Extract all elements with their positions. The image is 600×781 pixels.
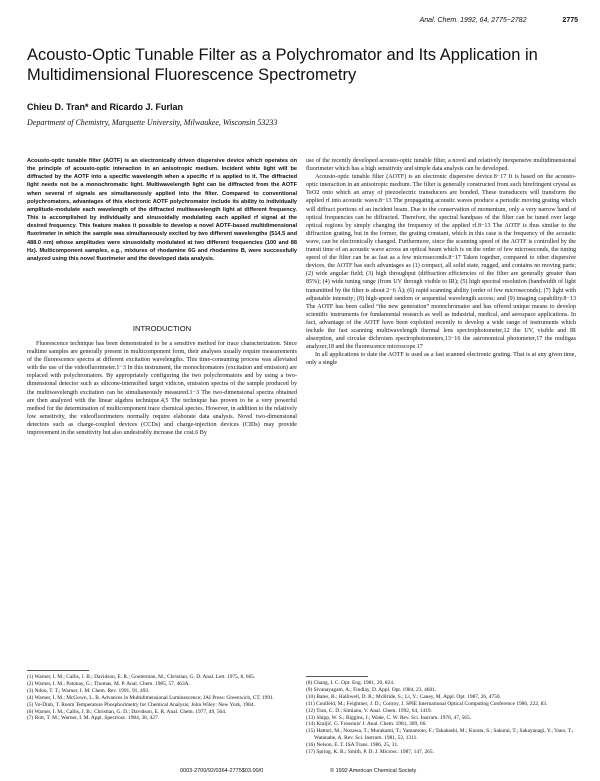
reference: (17) Spring, K. R.; Smith, P. D. J. Microsc. 1987, 147, 265.: [306, 749, 434, 756]
journal-citation: Anal. Chem. 1992, 64, 2775−2782: [419, 17, 527, 24]
footnote-rule: [306, 676, 368, 677]
introduction-body: [27, 340, 297, 437]
reference: (11) Coulfeld, M.; Feightner, J. D.; Conroy, J. SPIE International Optical Computing Conference 1986, 222, 83.: [306, 700, 548, 707]
reference: (13) Shipp, W. S.; Biggins, J.; Wade, C. W. Rev. Sci. Instrum. 1976, 47, 565.: [306, 714, 472, 721]
section-heading: INTRODUCTION: [132, 324, 192, 333]
reference: (12) Tran, C. D.; Simianu, V. Anal. Chem. 1992, 64, 1419.: [306, 707, 432, 714]
page-number: 2775: [562, 17, 578, 24]
reference: (2) Warner, I. M.; Patonay, G.; Thomas, M. P. Anal. Chem. 1985, 57, 463A.: [27, 680, 190, 687]
reference: (9) Sivanayagam, A.; Findlay, D. Appl. Opt. 1984, 23, 4601.: [306, 686, 437, 693]
left-references: [27, 674, 297, 722]
reference: (4) Warner, I. M.; McGown, L. B. Advances in Multidimensional Luminescence; JAI Press: Greenwich, CT, 1991.: [27, 694, 275, 701]
abstract-text: Acousto-optic tunable filter (AOTF) is an electronically driven dispersive device which operates on the principle of acousto-optic interaction in an anisotropic medium. Incident white light will be diffracted by the AOTF into a specific wavelength when a specific rf is applied to it. The diffracted light needs not be a monochromatic light. Multiwavelength light can be diffracted from the AOTF when several rf signals are simultaneously applied into the filter. Compared to conventional polychromators, advantages of this electronic AOTF polychromator include its ability to individually amplitude-modulate each wavelength of the diffracted multiwavelength light at different frequency. This is accomplished by individually and sinusoidally modulating each applied rf signal at the desired frequency. This feature makes it possible to develop a novel AOTF-based multidimensional fluorimeter in which the sample was simultaneously excited by two different wavelengths (514.5 and 488.0 nm) whose amplitudes were sinusoidally modulated at two different frequencies (100 and 88 Hz). Multicomponent samples, e.g., mixtures of rhodamine 6G and rhodamine B, were successfully analyzed using this novel fluorimeter and the developed data analysis.: [27, 158, 297, 262]
paragraph: Fluorescence technique has been demonstrated to be a sensitive method for trace characterization. Since realtime samples are generally present in multicomponent form, their analyses usually require measurements of the fluorescence spectra at different excitation wavelengths. This time-consuming process was alleviated with the use of the videofluorimeter.1−3 In this instrument, the monochromators (excitation and emission) are replaced with polychromators. By appropriately configuring the two polychromators and by using a two-dimensional detector such as silicone-intensified target vidicon, emission spectra of the sample produced by the multiwavelength excitation can be simultaneously measured.1−3 The two-dimensional spectra obtained are then analyzed with the linear algebra technique.4,5 The technique has proven to be a very powerful method for the determination of multicomponent trace chemical species. However, in addition to the relatively low sensitivity, the videofluorimeters normally require elaborate data analysis. Novel two-dimensional detectors such as charge-coupled devices (CCDs) and charge-injection devices (CIDs) may provide improvement in the sensitivity but also undesirably increase the cost.6 By: [27, 341, 297, 437]
reference: (14) Kraljić, G. Frossinis' J. Anal. Chem. 1981, 309, 66.: [306, 721, 427, 728]
copyright: © 1992 American Chemical Society: [330, 768, 417, 774]
article-code: 0003-2700/92/0364-2775$03.00/0: [180, 768, 264, 774]
reference: (15) Hattori, M.; Nozawa, T.; Murakami, T.; Yamamoto, F.; Takahashi, M.; Kurata, S.; Sakurai, T.; Sakayanagi, Y.; Yano, T.; Watanabe, A. Rev. Sci. Instrum. 1981, 52, 1311.: [306, 728, 574, 742]
reference: (3) Ndou, T. T.; Warner, I. M. Chem. Rev. 1991, 91, 493.: [27, 687, 150, 694]
reference: (8) Chang, I. C. Opt. Eng. 1981, 20, 824.: [306, 680, 395, 686]
reference: (10) Bates, B.; Halliwell, D. R.; McBride, S.; Li, Y.; Caney, M. Appl. Opt. 1987, 26, 4750.: [306, 693, 501, 700]
right-references: [306, 680, 576, 756]
paragraph: use of the recently developed acousto-optic tunable filter, a novel and relatively inexpensive multidimensional fluorimeter which has a high sensitivity and simple data analysis can be developed.: [306, 158, 576, 173]
footnote-rule: [27, 670, 89, 671]
running-header: [420, 17, 578, 24]
reference: (5) Vo-Dinh, T. Room Temperature Phosphorimetry for Chemical Analysis; John Wiley: New York, 1984.: [27, 701, 255, 708]
article-title: Acousto-Optic Tunable Filter as a Polychromator and Its Application in Multidimensional Fluorescence Spectrometry: [27, 46, 538, 84]
reference: (1) Warner, I. M.; Callis, J. B.; Davidson, E. R.; Gouterman, M.; Christian, G. D. Anal. Lett. 1975, 8, 665.: [27, 674, 256, 680]
authors: Chieu D. Tran* and Ricardo J. Furlan: [27, 102, 184, 112]
reference: (6) Warner, I. M.; Callis, J. B.; Christian, G. D.; Davidson, E. R. Anal. Chem. 1977, 49, 564.: [27, 708, 227, 715]
right-column-body: [306, 157, 576, 367]
paragraph: In all applications to date the AOTF is used as a fast scanned electronic grating. That is at any given time, only a single: [306, 352, 576, 367]
reference: (16) Nelson, E. T. ISA Trans. 1986, 25, 31.: [306, 742, 399, 749]
reference: (7) Bott, T. M.; Warner, I. M. Appl. Spectrosc. 1984, 38, 427.: [27, 715, 160, 722]
affiliation: Department of Chemistry, Marquette University, Milwaukee, Wisconsin 53233: [27, 118, 278, 127]
paragraph: Acousto-optic tunable filter (AOTF) is an electronic dispersive device.8−17 It is based on the acousto-optic interaction in an anisotropic medium. The filter is generally constructed from such birefringent crystal as TeO2 onto which an array of piezoelectric transducers are bonded. These transducers will transform the applied rf into acoustic wave.8−13 The propagating acoustic waves produce a periodic moving grating which will diffract portions of an incident beam. Due to the conservation of momentum, only a very narrow band of optical frequencies can be diffracted. Therefore, the spectral bandpass of the filter can be tuned over large optical regions by simply changing the frequency of the applied rf.8−13 The AOTF is thus similar to the diffraction grating, but in the former, the grating constant, which in this case is the frequency of the acoustic wave, can be electronically changed. Furthermore, since the scanning speed of the AOTF is controlled by the transit time of an acoustic wave across an optical beam which is on the order of few microseconds, the tuning speed of the filter can be as fast as a few microseconds.8−17 Taken together, compared to other dispersive devices, the AOTF has such advantages as (1) compact, all solid state, rugged, and contains no moving parts; (2) wide angular field; (3) high throughput (diffraction efficiencies of the filter are generally greater than 85%); (4) wide tuning range (from UV through visible to IR); (5) high spectral resolution (bandwidth of light transmitted by the filter is about 2−6 Å); (6) rapid scanning ability (order of few microseconds); (7) light with adjustable intensity; (8) high-speed random or sequential wavelength access; and (9) imaging capability.8−13 The AOTF has been called “the new generation” monochromator and has offered unique means to develop scientific instruments for fundamental research as well as industrial, medical, and aerospace applications. In fact, advantage of the AOTF have been exploited recently to develop a wide range of instruments which include the fast scanning multiwavelength thermal lens spectrophotometer,12 the UV, visible and IR absorption, and circular dichroism spectrophotometers,13−16 the astronomical photometer,17 the multigas analyzer,18 and the fluorescence microscope.17: [306, 174, 576, 351]
abstract: [27, 157, 297, 263]
